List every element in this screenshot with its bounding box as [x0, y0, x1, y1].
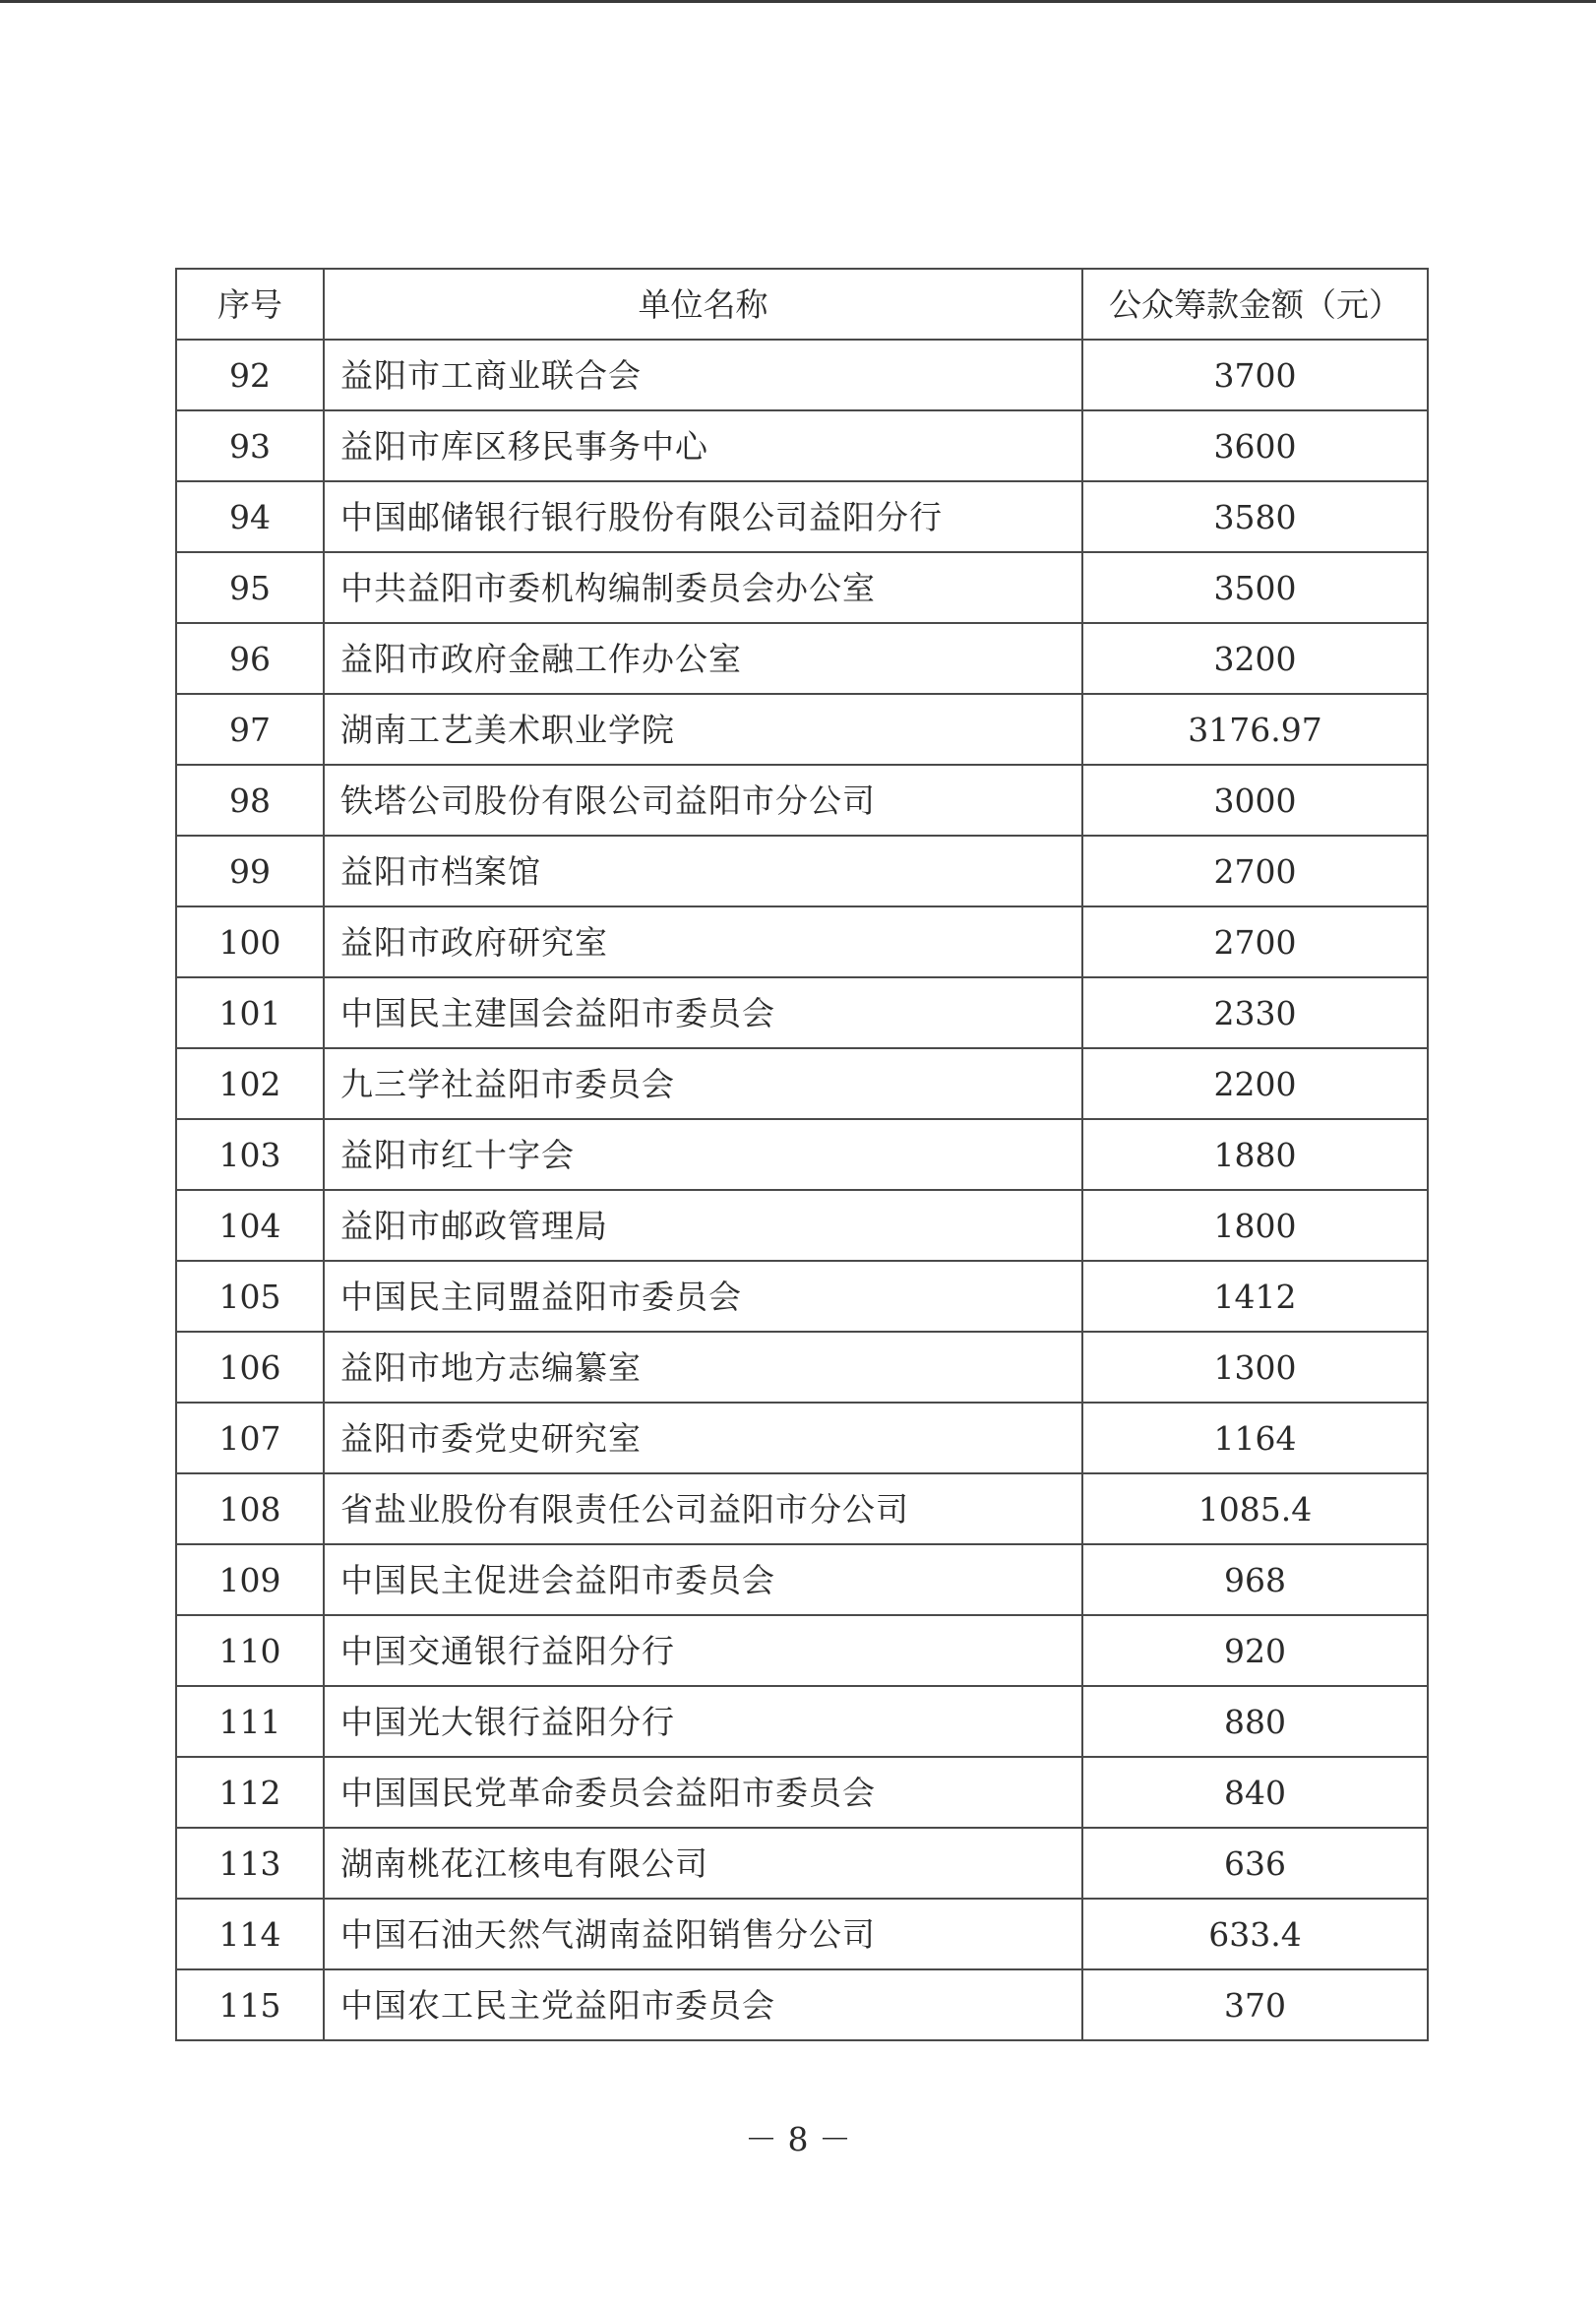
table-row — [176, 1048, 1428, 1119]
header-unit-name: 单位名称 — [324, 269, 1082, 340]
unit-name-cell: 益阳市工商业联合会 — [324, 340, 1082, 410]
serial-number-cell: 115 — [176, 1969, 324, 2040]
serial-number-cell: 106 — [176, 1332, 324, 1403]
page-number: － 8 － — [745, 2120, 851, 2158]
donation-amount-cell: 3000 — [1082, 765, 1428, 836]
unit-name-cell: 铁塔公司股份有限公司益阳市分公司 — [324, 765, 1082, 836]
serial-number-cell: 99 — [176, 836, 324, 906]
serial-number-cell: 102 — [176, 1048, 324, 1119]
table-row — [176, 1757, 1428, 1828]
donation-amount-cell: 1300 — [1082, 1332, 1428, 1403]
unit-name-cell: 九三学社益阳市委员会 — [324, 1048, 1082, 1119]
donation-amount-cell: 3500 — [1082, 552, 1428, 623]
unit-name-cell: 益阳市地方志编纂室 — [324, 1332, 1082, 1403]
donation-amount-cell: 2700 — [1082, 836, 1428, 906]
page-top-edge — [0, 0, 1596, 3]
unit-name-cell: 中国国民党革命委员会益阳市委员会 — [324, 1757, 1082, 1828]
donation-amount-cell: 968 — [1082, 1544, 1428, 1615]
table-row — [176, 410, 1428, 481]
table-row — [176, 1969, 1428, 2040]
serial-number-cell: 103 — [176, 1119, 324, 1190]
table-row — [176, 1615, 1428, 1686]
unit-name-cell: 中国民主促进会益阳市委员会 — [324, 1544, 1082, 1615]
donation-amount-cell: 1085.4 — [1082, 1473, 1428, 1544]
unit-name-cell: 益阳市政府金融工作办公室 — [324, 623, 1082, 694]
donation-amount-cell: 3176.97 — [1082, 694, 1428, 765]
serial-number-cell: 93 — [176, 410, 324, 481]
table-row — [176, 977, 1428, 1048]
serial-number-cell: 105 — [176, 1261, 324, 1332]
serial-number-cell: 100 — [176, 906, 324, 977]
unit-name-cell: 益阳市档案馆 — [324, 836, 1082, 906]
table-header-row — [176, 269, 1428, 340]
serial-number-cell: 101 — [176, 977, 324, 1048]
serial-number-cell: 104 — [176, 1190, 324, 1261]
table-row — [176, 623, 1428, 694]
header-serial-number: 序号 — [176, 269, 324, 340]
serial-number-cell: 92 — [176, 340, 324, 410]
unit-name-cell: 益阳市委党史研究室 — [324, 1403, 1082, 1473]
donation-amount-cell: 880 — [1082, 1686, 1428, 1757]
unit-name-cell: 省盐业股份有限责任公司益阳市分公司 — [324, 1473, 1082, 1544]
donation-amount-cell: 920 — [1082, 1615, 1428, 1686]
unit-name-cell: 益阳市红十字会 — [324, 1119, 1082, 1190]
unit-name-cell: 湖南桃花江核电有限公司 — [324, 1828, 1082, 1899]
donation-amount-cell: 1164 — [1082, 1403, 1428, 1473]
donation-amount-cell: 3700 — [1082, 340, 1428, 410]
table-row — [176, 1828, 1428, 1899]
donation-amount-cell: 3600 — [1082, 410, 1428, 481]
unit-name-cell: 益阳市政府研究室 — [324, 906, 1082, 977]
table-row — [176, 552, 1428, 623]
unit-name-cell: 中国农工民主党益阳市委员会 — [324, 1969, 1082, 2040]
serial-number-cell: 109 — [176, 1544, 324, 1615]
table-row — [176, 1403, 1428, 1473]
table-row — [176, 1261, 1428, 1332]
donation-amount-cell: 2700 — [1082, 906, 1428, 977]
unit-name-cell: 中国石油天然气湖南益阳销售分公司 — [324, 1899, 1082, 1969]
serial-number-cell: 97 — [176, 694, 324, 765]
donation-amount-cell: 3580 — [1082, 481, 1428, 552]
serial-number-cell: 96 — [176, 623, 324, 694]
table-row — [176, 1190, 1428, 1261]
table-row — [176, 1544, 1428, 1615]
serial-number-cell: 114 — [176, 1899, 324, 1969]
table-row — [176, 340, 1428, 410]
donation-amount-cell: 840 — [1082, 1757, 1428, 1828]
unit-name-cell: 中国民主建国会益阳市委员会 — [324, 977, 1082, 1048]
donation-amount-cell: 633.4 — [1082, 1899, 1428, 1969]
table-row — [176, 1332, 1428, 1403]
table-row — [176, 1473, 1428, 1544]
donation-amount-cell: 2330 — [1082, 977, 1428, 1048]
table-row — [176, 1686, 1428, 1757]
donation-amount-cell: 636 — [1082, 1828, 1428, 1899]
header-donation-amount: 公众筹款金额（元） — [1082, 269, 1428, 340]
serial-number-cell: 112 — [176, 1757, 324, 1828]
serial-number-cell: 95 — [176, 552, 324, 623]
unit-name-cell: 益阳市库区移民事务中心 — [324, 410, 1082, 481]
serial-number-cell: 98 — [176, 765, 324, 836]
donation-table — [175, 268, 1429, 2041]
table-row — [176, 836, 1428, 906]
unit-name-cell: 中国邮储银行银行股份有限公司益阳分行 — [324, 481, 1082, 552]
table-row — [176, 1899, 1428, 1969]
unit-name-cell: 湖南工艺美术职业学院 — [324, 694, 1082, 765]
serial-number-cell: 94 — [176, 481, 324, 552]
table-row — [176, 906, 1428, 977]
table-row — [176, 765, 1428, 836]
table-body — [176, 340, 1428, 2040]
serial-number-cell: 107 — [176, 1403, 324, 1473]
serial-number-cell: 111 — [176, 1686, 324, 1757]
donation-amount-cell: 3200 — [1082, 623, 1428, 694]
donation-amount-cell: 2200 — [1082, 1048, 1428, 1119]
unit-name-cell: 中国交通银行益阳分行 — [324, 1615, 1082, 1686]
table-row — [176, 1119, 1428, 1190]
table-row — [176, 481, 1428, 552]
unit-name-cell: 益阳市邮政管理局 — [324, 1190, 1082, 1261]
serial-number-cell: 108 — [176, 1473, 324, 1544]
serial-number-cell: 110 — [176, 1615, 324, 1686]
unit-name-cell: 中共益阳市委机构编制委员会办公室 — [324, 552, 1082, 623]
donation-amount-cell: 370 — [1082, 1969, 1428, 2040]
unit-name-cell: 中国民主同盟益阳市委员会 — [324, 1261, 1082, 1332]
serial-number-cell: 113 — [176, 1828, 324, 1899]
donation-table-container — [175, 268, 1427, 2041]
donation-amount-cell: 1800 — [1082, 1190, 1428, 1261]
donation-amount-cell: 1880 — [1082, 1119, 1428, 1190]
table-row — [176, 694, 1428, 765]
unit-name-cell: 中国光大银行益阳分行 — [324, 1686, 1082, 1757]
donation-amount-cell: 1412 — [1082, 1261, 1428, 1332]
